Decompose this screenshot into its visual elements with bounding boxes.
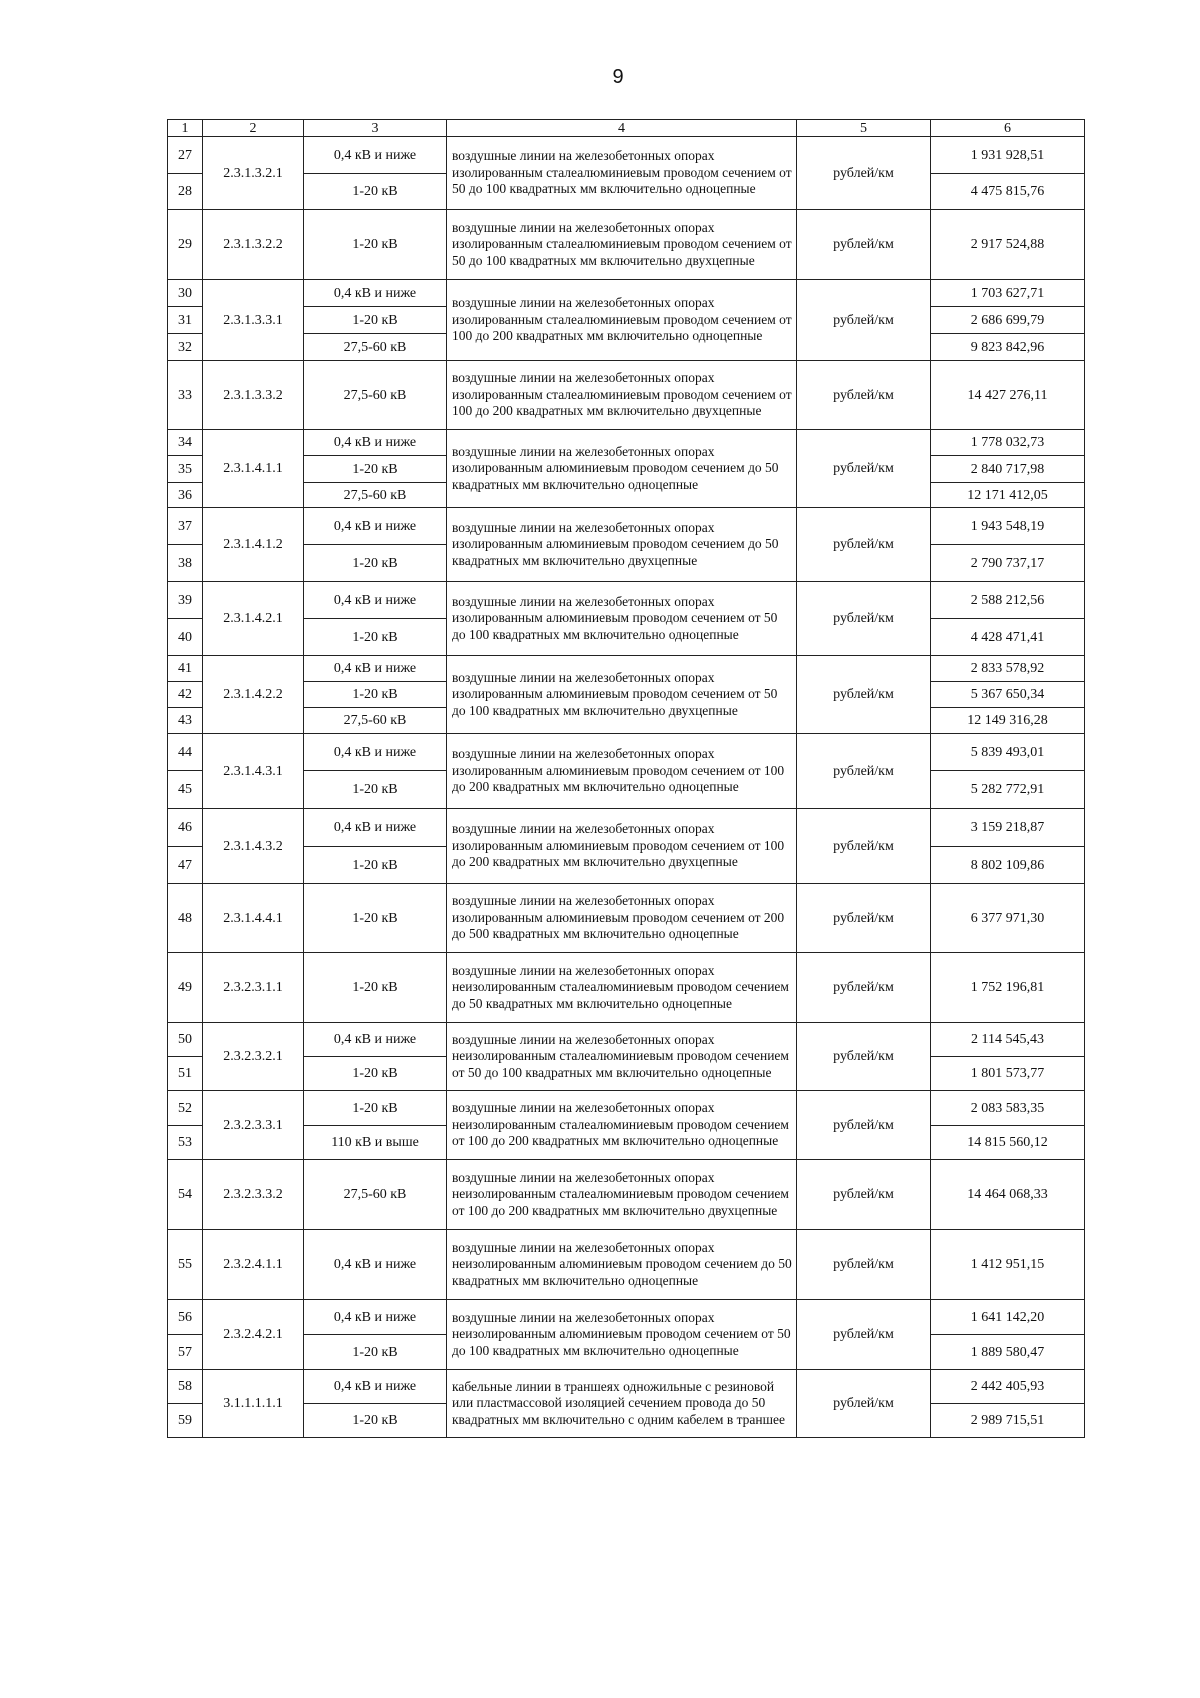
unit-of-measure: рублей/км [797,734,931,809]
voltage-class: 27,5-60 кВ [304,483,447,508]
table-row [168,430,1085,456]
rate-value: 3 159 218,87 [931,809,1085,847]
voltage-class: 1-20 кВ [304,682,447,708]
voltage-class: 0,4 кВ и ниже [304,280,447,307]
column-header: 4 [447,120,797,137]
rate-value: 12 171 412,05 [931,483,1085,508]
row-number: 54 [168,1160,203,1230]
line-description: воздушные линии на железобетонных опорах изолированным алюминиевым проводом сечением от 50 до 100 квадратных мм включительно двухцепные [447,656,797,734]
unit-of-measure: рублей/км [797,953,931,1023]
row-number: 58 [168,1370,203,1404]
voltage-class: 110 кВ и выше [304,1126,447,1160]
line-description: воздушные линии на железобетонных опорах изолированным сталеалюминиевым проводом сечением от 100 до 200 квадратных мм включительно двухцепные [447,361,797,430]
voltage-class: 27,5-60 кВ [304,334,447,361]
line-description: воздушные линии на железобетонных опорах неизолированным сталеалюминиевым проводом сечением от 100 до 200 квадратных мм включительно одноцепные [447,1091,797,1160]
row-number: 50 [168,1023,203,1057]
rate-value: 1 801 573,77 [931,1057,1085,1091]
item-code: 2.3.1.3.3.2 [203,361,304,430]
table-header-row [168,120,1085,137]
voltage-class: 0,4 кВ и ниже [304,1230,447,1300]
rate-value: 5 282 772,91 [931,771,1085,809]
tariff-table [167,119,1085,1438]
table-row [168,1300,1085,1335]
table-row [168,1230,1085,1300]
table-row [168,280,1085,307]
row-number: 28 [168,174,203,210]
line-description: воздушные линии на железобетонных опорах неизолированным сталеалюминиевым проводом сечением до 50 квадратных мм включительно одноцепные [447,953,797,1023]
table-row [168,137,1085,174]
voltage-class: 0,4 кВ и ниже [304,734,447,771]
row-number: 45 [168,771,203,809]
unit-of-measure: рублей/км [797,582,931,656]
row-number: 46 [168,809,203,847]
rate-value: 14 464 068,33 [931,1160,1085,1230]
item-code: 2.3.1.4.2.2 [203,656,304,734]
row-number: 42 [168,682,203,708]
item-code: 2.3.1.3.3.1 [203,280,304,361]
line-description: воздушные линии на железобетонных опорах неизолированным сталеалюминиевым проводом сечением от 50 до 100 квадратных мм включительно одноцепные [447,1023,797,1091]
rate-value: 1 943 548,19 [931,508,1085,545]
item-code: 2.3.1.4.3.2 [203,809,304,884]
row-number: 39 [168,582,203,619]
voltage-class: 1-20 кВ [304,1091,447,1126]
table-row [168,508,1085,545]
unit-of-measure: рублей/км [797,280,931,361]
row-number: 29 [168,210,203,280]
line-description: воздушные линии на железобетонных опорах изолированным алюминиевым проводом сечением от 50 до 100 квадратных мм включительно одноцепные [447,582,797,656]
table-row [168,656,1085,682]
line-description: воздушные линии на железобетонных опорах неизолированным сталеалюминиевым проводом сечением от 100 до 200 квадратных мм включительно двухцепные [447,1160,797,1230]
unit-of-measure: рублей/км [797,361,931,430]
row-number: 57 [168,1335,203,1370]
rate-value: 14 427 276,11 [931,361,1085,430]
rate-value: 2 083 583,35 [931,1091,1085,1126]
row-number: 35 [168,456,203,483]
item-code: 2.3.2.3.3.1 [203,1091,304,1160]
voltage-class: 27,5-60 кВ [304,361,447,430]
unit-of-measure: рублей/км [797,884,931,953]
line-description: воздушные линии на железобетонных опорах неизолированным алюминиевым проводом сечением от 50 до 100 квадратных мм включительно одноцепные [447,1300,797,1370]
unit-of-measure: рублей/км [797,1230,931,1300]
rate-value: 1 641 142,20 [931,1300,1085,1335]
voltage-class: 1-20 кВ [304,884,447,953]
rate-value: 5 367 650,34 [931,682,1085,708]
unit-of-measure: рублей/км [797,1300,931,1370]
table-row [168,884,1085,953]
line-description: воздушные линии на железобетонных опорах изолированным сталеалюминиевым проводом сечением от 50 до 100 квадратных мм включительно двухцепные [447,210,797,280]
row-number: 43 [168,708,203,734]
item-code: 2.3.2.3.2.1 [203,1023,304,1091]
voltage-class: 1-20 кВ [304,1057,447,1091]
unit-of-measure: рублей/км [797,430,931,508]
voltage-class: 1-20 кВ [304,174,447,210]
voltage-class: 1-20 кВ [304,847,447,884]
row-number: 49 [168,953,203,1023]
row-number: 41 [168,656,203,682]
table-row [168,361,1085,430]
line-description: воздушные линии на железобетонных опорах изолированным алюминиевым проводом сечением от 100 до 200 квадратных мм включительно одноцепные [447,734,797,809]
rate-value: 2 114 545,43 [931,1023,1085,1057]
line-description: воздушные линии на железобетонных опорах изолированным алюминиевым проводом сечением до 50 квадратных мм включительно одноцепные [447,430,797,508]
item-code: 2.3.2.4.1.1 [203,1230,304,1300]
rate-value: 1 703 627,71 [931,280,1085,307]
table-row [168,1023,1085,1057]
row-number: 27 [168,137,203,174]
column-header: 5 [797,120,931,137]
row-number: 56 [168,1300,203,1335]
line-description: воздушные линии на железобетонных опорах изолированным сталеалюминиевым проводом сечением от 100 до 200 квадратных мм включительно одноцепные [447,280,797,361]
unit-of-measure: рублей/км [797,210,931,280]
table-row [168,582,1085,619]
voltage-class: 0,4 кВ и ниже [304,1370,447,1404]
row-number: 47 [168,847,203,884]
rate-value: 9 823 842,96 [931,334,1085,361]
unit-of-measure: рублей/км [797,1023,931,1091]
column-header: 2 [203,120,304,137]
rate-value: 2 917 524,88 [931,210,1085,280]
rate-value: 2 442 405,93 [931,1370,1085,1404]
voltage-class: 0,4 кВ и ниже [304,1300,447,1335]
item-code: 2.3.2.3.1.1 [203,953,304,1023]
rate-value: 14 815 560,12 [931,1126,1085,1160]
item-code: 2.3.2.4.2.1 [203,1300,304,1370]
voltage-class: 1-20 кВ [304,456,447,483]
rate-value: 2 686 699,79 [931,307,1085,334]
column-header: 1 [168,120,203,137]
rate-value: 12 149 316,28 [931,708,1085,734]
row-number: 53 [168,1126,203,1160]
row-number: 38 [168,545,203,582]
unit-of-measure: рублей/км [797,809,931,884]
table-row [168,1370,1085,1404]
voltage-class: 0,4 кВ и ниже [304,137,447,174]
row-number: 59 [168,1404,203,1438]
rate-value: 1 412 951,15 [931,1230,1085,1300]
column-header: 6 [931,120,1085,137]
voltage-class: 0,4 кВ и ниже [304,809,447,847]
table-row [168,734,1085,771]
voltage-class: 0,4 кВ и ниже [304,1023,447,1057]
voltage-class: 1-20 кВ [304,619,447,656]
table-row [168,210,1085,280]
rate-value: 2 790 737,17 [931,545,1085,582]
row-number: 44 [168,734,203,771]
voltage-class: 1-20 кВ [304,545,447,582]
table-body [168,120,1085,1438]
item-code: 2.3.1.4.1.2 [203,508,304,582]
row-number: 48 [168,884,203,953]
unit-of-measure: рублей/км [797,1160,931,1230]
voltage-class: 1-20 кВ [304,307,447,334]
row-number: 40 [168,619,203,656]
rate-value: 6 377 971,30 [931,884,1085,953]
voltage-class: 27,5-60 кВ [304,1160,447,1230]
item-code: 2.3.1.3.2.1 [203,137,304,210]
rate-value: 2 588 212,56 [931,582,1085,619]
rate-value: 2 840 717,98 [931,456,1085,483]
rate-value: 1 752 196,81 [931,953,1085,1023]
line-description: кабельные линии в траншеях одножильные с резиновой или пластмассовой изоляцией сечением провода до 50 квадратных мм включительно с одним кабелем в траншее [447,1370,797,1438]
voltage-class: 0,4 кВ и ниже [304,508,447,545]
row-number: 32 [168,334,203,361]
item-code: 2.3.1.4.1.1 [203,430,304,508]
line-description: воздушные линии на железобетонных опорах изолированным алюминиевым проводом сечением от 200 до 500 квадратных мм включительно одноцепные [447,884,797,953]
voltage-class: 27,5-60 кВ [304,708,447,734]
row-number: 31 [168,307,203,334]
voltage-class: 1-20 кВ [304,771,447,809]
row-number: 33 [168,361,203,430]
rate-value: 1 889 580,47 [931,1335,1085,1370]
table-row [168,953,1085,1023]
item-code: 2.3.1.4.4.1 [203,884,304,953]
voltage-class: 1-20 кВ [304,1404,447,1438]
row-number: 37 [168,508,203,545]
rate-value: 8 802 109,86 [931,847,1085,884]
line-description: воздушные линии на железобетонных опорах изолированным сталеалюминиевым проводом сечением от 50 до 100 квадратных мм включительно одноцепные [447,137,797,210]
row-number: 36 [168,483,203,508]
rate-value: 2 833 578,92 [931,656,1085,682]
column-header: 3 [304,120,447,137]
voltage-class: 1-20 кВ [304,1335,447,1370]
rate-value: 2 989 715,51 [931,1404,1085,1438]
row-number: 30 [168,280,203,307]
rate-value: 4 428 471,41 [931,619,1085,656]
rate-value: 4 475 815,76 [931,174,1085,210]
page-number: 9 [612,66,624,88]
line-description: воздушные линии на железобетонных опорах изолированным алюминиевым проводом сечением до 50 квадратных мм включительно двухцепные [447,508,797,582]
row-number: 55 [168,1230,203,1300]
item-code: 2.3.1.4.3.1 [203,734,304,809]
row-number: 34 [168,430,203,456]
rate-value: 1 931 928,51 [931,137,1085,174]
item-code: 2.3.1.3.2.2 [203,210,304,280]
unit-of-measure: рублей/км [797,137,931,210]
table-row [168,1091,1085,1126]
unit-of-measure: рублей/км [797,656,931,734]
table-row [168,809,1085,847]
item-code: 3.1.1.1.1.1 [203,1370,304,1438]
voltage-class: 0,4 кВ и ниже [304,430,447,456]
line-description: воздушные линии на железобетонных опорах изолированным алюминиевым проводом сечением от 100 до 200 квадратных мм включительно двухцепные [447,809,797,884]
row-number: 51 [168,1057,203,1091]
voltage-class: 0,4 кВ и ниже [304,582,447,619]
voltage-class: 1-20 кВ [304,953,447,1023]
unit-of-measure: рублей/км [797,1370,931,1438]
voltage-class: 0,4 кВ и ниже [304,656,447,682]
rate-value: 1 778 032,73 [931,430,1085,456]
unit-of-measure: рублей/км [797,508,931,582]
row-number: 52 [168,1091,203,1126]
item-code: 2.3.2.3.3.2 [203,1160,304,1230]
table-row [168,1160,1085,1230]
line-description: воздушные линии на железобетонных опорах неизолированным алюминиевым проводом сечением до 50 квадратных мм включительно одноцепные [447,1230,797,1300]
rate-value: 5 839 493,01 [931,734,1085,771]
item-code: 2.3.1.4.2.1 [203,582,304,656]
voltage-class: 1-20 кВ [304,210,447,280]
unit-of-measure: рублей/км [797,1091,931,1160]
